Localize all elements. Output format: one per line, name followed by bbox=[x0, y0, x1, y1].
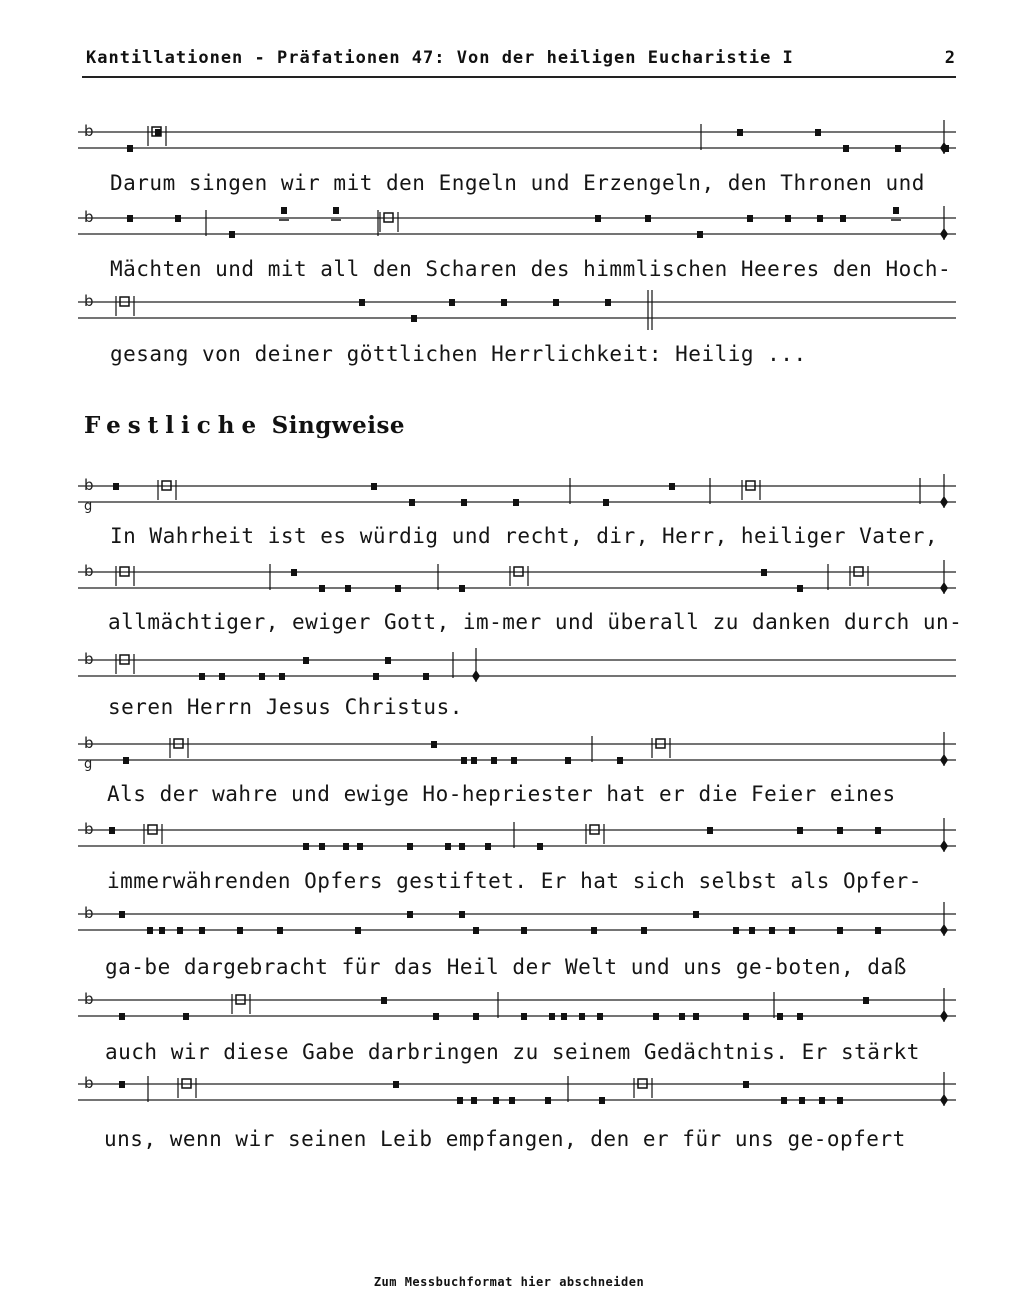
music-staff bbox=[78, 290, 956, 330]
square-note bbox=[155, 129, 161, 136]
flat-sign: b bbox=[84, 208, 94, 226]
square-note bbox=[781, 1097, 787, 1104]
end-diamond-note bbox=[940, 924, 948, 936]
square-note bbox=[147, 927, 153, 934]
square-note bbox=[113, 483, 119, 490]
end-diamond-note bbox=[940, 496, 948, 508]
square-note bbox=[409, 499, 415, 506]
square-note bbox=[461, 499, 467, 506]
flat-sign: b bbox=[84, 292, 94, 310]
square-note bbox=[229, 231, 235, 238]
square-note bbox=[279, 673, 285, 680]
square-note bbox=[653, 1013, 659, 1020]
square-note bbox=[679, 1013, 685, 1020]
square-note bbox=[501, 299, 507, 306]
square-note bbox=[599, 1097, 605, 1104]
square-note bbox=[473, 1013, 479, 1020]
flat-sign: b bbox=[84, 820, 94, 838]
square-note bbox=[433, 1013, 439, 1020]
square-note bbox=[127, 215, 133, 222]
music-staff bbox=[78, 206, 956, 246]
square-note bbox=[549, 1013, 555, 1020]
flat-sign: b bbox=[84, 650, 94, 668]
square-note bbox=[449, 299, 455, 306]
square-note bbox=[591, 927, 597, 934]
square-note bbox=[777, 1013, 783, 1020]
square-note bbox=[761, 569, 767, 576]
square-note bbox=[473, 927, 479, 934]
square-note bbox=[579, 1013, 585, 1020]
page-number: 2 bbox=[944, 48, 956, 68]
square-note bbox=[797, 585, 803, 592]
square-note bbox=[199, 927, 205, 934]
flat-sign: b bbox=[84, 476, 94, 494]
square-note bbox=[747, 215, 753, 222]
square-note bbox=[545, 1097, 551, 1104]
square-note bbox=[561, 1013, 567, 1020]
square-note bbox=[407, 911, 413, 918]
square-note bbox=[491, 757, 497, 764]
lyric-line: Darum singen wir mit den Engeln und Erzengeln, den Thronen und bbox=[110, 171, 925, 195]
square-note bbox=[277, 927, 283, 934]
lyric-line: In Wahrheit ist es würdig und recht, dir, Herr, heiliger Vater, bbox=[110, 524, 939, 548]
square-note bbox=[743, 1081, 749, 1088]
lyric-line: auch wir diese Gabe darbringen zu seinem Gedächtnis. Er stärkt bbox=[105, 1040, 920, 1064]
square-note bbox=[875, 927, 881, 934]
square-note bbox=[837, 927, 843, 934]
square-note bbox=[445, 843, 451, 850]
square-note bbox=[641, 927, 647, 934]
square-note bbox=[407, 843, 413, 850]
square-note bbox=[733, 927, 739, 934]
square-note bbox=[359, 299, 365, 306]
page-header bbox=[86, 48, 956, 74]
square-note bbox=[789, 927, 795, 934]
square-note bbox=[385, 657, 391, 664]
music-staff bbox=[78, 1072, 956, 1112]
square-note bbox=[333, 207, 339, 214]
square-note bbox=[371, 483, 377, 490]
square-note bbox=[459, 911, 465, 918]
square-note bbox=[875, 827, 881, 834]
music-staff bbox=[78, 902, 956, 942]
lyric-line: gesang von deiner göttlichen Herrlichkeit: Heilig ... bbox=[110, 342, 807, 366]
square-note bbox=[457, 1097, 463, 1104]
square-note bbox=[815, 129, 821, 136]
square-note bbox=[343, 843, 349, 850]
square-note bbox=[123, 757, 129, 764]
flat-sign: b bbox=[84, 562, 94, 580]
square-note bbox=[319, 585, 325, 592]
square-note bbox=[471, 1097, 477, 1104]
square-note bbox=[521, 1013, 527, 1020]
square-note bbox=[485, 843, 491, 850]
lyric-line: uns, wenn wir seinen Leib empfangen, den er für uns ge-opfert bbox=[104, 1127, 906, 1151]
square-note bbox=[511, 757, 517, 764]
music-staff bbox=[78, 732, 956, 772]
flat-sign: b bbox=[84, 990, 94, 1008]
end-diamond-note bbox=[940, 754, 948, 766]
music-staff bbox=[78, 818, 956, 858]
square-note bbox=[843, 145, 849, 152]
square-note bbox=[119, 1081, 125, 1088]
square-note bbox=[459, 585, 465, 592]
square-note bbox=[381, 997, 387, 1004]
square-note bbox=[355, 927, 361, 934]
square-note bbox=[785, 215, 791, 222]
square-note bbox=[840, 215, 846, 222]
square-note bbox=[837, 827, 843, 834]
lyric-line: immerwährenden Opfers gestiftet. Er hat sich selbst als Opfer- bbox=[107, 869, 922, 893]
square-note bbox=[291, 569, 297, 576]
square-note bbox=[749, 927, 755, 934]
square-note bbox=[175, 215, 181, 222]
music-staff bbox=[78, 560, 956, 600]
music-staff bbox=[78, 120, 956, 160]
end-diamond-note bbox=[940, 1094, 948, 1106]
square-note bbox=[459, 843, 465, 850]
square-note bbox=[109, 827, 115, 834]
section-heading bbox=[84, 412, 405, 439]
square-note bbox=[597, 1013, 603, 1020]
g-clef-sign: g bbox=[84, 499, 93, 514]
square-note bbox=[183, 1013, 189, 1020]
square-note bbox=[605, 299, 611, 306]
cut-note: Zum Messbuchformat hier abschneiden bbox=[373, 1275, 645, 1289]
flat-sign: b bbox=[84, 904, 94, 922]
flat-sign: b bbox=[84, 122, 94, 140]
square-note bbox=[237, 927, 243, 934]
square-note bbox=[537, 843, 543, 850]
square-note bbox=[259, 673, 265, 680]
square-note bbox=[617, 757, 623, 764]
square-note bbox=[303, 657, 309, 664]
square-note bbox=[645, 215, 651, 222]
square-note bbox=[565, 757, 571, 764]
square-note bbox=[423, 673, 429, 680]
square-note bbox=[281, 207, 287, 214]
lyric-line: ga-be dargebracht für das Heil der Welt und uns ge-boten, daß bbox=[105, 955, 907, 979]
square-note bbox=[159, 927, 165, 934]
g-clef-sign: g bbox=[84, 757, 93, 772]
lyric-line: seren Herrn Jesus Christus. bbox=[108, 695, 463, 719]
square-note bbox=[119, 1013, 125, 1020]
square-note bbox=[743, 1013, 749, 1020]
music-staff bbox=[78, 474, 956, 514]
flat-sign: b bbox=[84, 1074, 94, 1092]
square-note bbox=[769, 927, 775, 934]
square-note bbox=[707, 827, 713, 834]
square-note bbox=[411, 315, 417, 322]
square-note bbox=[893, 207, 899, 214]
square-note bbox=[521, 927, 527, 934]
square-note bbox=[393, 1081, 399, 1088]
square-note bbox=[373, 673, 379, 680]
lyric-line: allmächtiger, ewiger Gott, im-mer und überall zu danken durch un- bbox=[108, 610, 963, 634]
square-note bbox=[895, 145, 901, 152]
square-note bbox=[797, 1013, 803, 1020]
square-note bbox=[863, 997, 869, 1004]
square-note bbox=[693, 1013, 699, 1020]
square-note bbox=[595, 215, 601, 222]
square-note bbox=[493, 1097, 499, 1104]
square-note bbox=[513, 499, 519, 506]
header-title: Kantillationen - Präfationen 47: Von der heiligen Eucharistie I bbox=[86, 48, 794, 68]
square-note bbox=[697, 231, 703, 238]
square-note bbox=[177, 927, 183, 934]
end-diamond-note bbox=[940, 840, 948, 852]
lyric-line: Als der wahre und ewige Ho-hepriester hat er die Feier eines bbox=[107, 782, 896, 806]
section-heading-rest: Singweise bbox=[271, 412, 406, 439]
end-diamond-note bbox=[940, 582, 948, 594]
square-note bbox=[553, 299, 559, 306]
square-note bbox=[509, 1097, 515, 1104]
square-note bbox=[127, 145, 133, 152]
square-note bbox=[219, 673, 225, 680]
square-note bbox=[603, 499, 609, 506]
square-note bbox=[693, 911, 699, 918]
square-note bbox=[395, 585, 401, 592]
flat-sign: b bbox=[84, 734, 94, 752]
square-note bbox=[669, 483, 675, 490]
end-diamond-note bbox=[472, 670, 480, 682]
square-note bbox=[819, 1097, 825, 1104]
end-diamond-note bbox=[940, 142, 948, 154]
lyric-line: Mächten und mit all den Scharen des himmlischen Heeres den Hoch- bbox=[110, 257, 952, 281]
square-note bbox=[471, 757, 477, 764]
square-note bbox=[737, 129, 743, 136]
square-note bbox=[357, 843, 363, 850]
square-note bbox=[199, 673, 205, 680]
square-note bbox=[837, 1097, 843, 1104]
square-note bbox=[799, 1097, 805, 1104]
square-note bbox=[817, 215, 823, 222]
end-diamond-note bbox=[940, 1010, 948, 1022]
square-note bbox=[461, 757, 467, 764]
music-staff bbox=[78, 648, 956, 688]
square-note bbox=[345, 585, 351, 592]
square-note bbox=[319, 843, 325, 850]
square-note bbox=[119, 911, 125, 918]
square-note bbox=[431, 741, 437, 748]
music-staff bbox=[78, 988, 956, 1028]
square-note bbox=[797, 827, 803, 834]
square-note bbox=[303, 843, 309, 850]
header-rule bbox=[82, 76, 956, 78]
end-diamond-note bbox=[940, 228, 948, 240]
section-heading-spaced: Festliche bbox=[84, 412, 264, 439]
